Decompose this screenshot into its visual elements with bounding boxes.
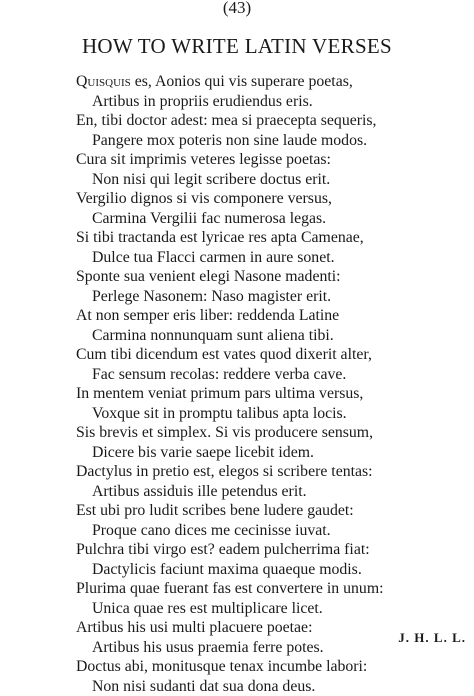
poem-line: Si tibi tractanda est lyricae res apta Camenae, <box>76 228 466 248</box>
poem-line-text: es, Aonios qui vis superare poetas, <box>131 73 353 90</box>
page-number: (43) <box>0 0 474 18</box>
poem-line: Pulchra tibi virgo est? eadem pulcherrima fiat: <box>76 540 466 560</box>
poem-line: Fac sensum recolas: reddere verba cave. <box>76 365 466 385</box>
poem-line: Non nisi sudanti dat sua dona deus. <box>76 677 466 696</box>
poem-line <box>76 72 466 92</box>
poem-line: Artibus assiduis ille petendus erit. <box>76 482 466 502</box>
poem-line: Voxque sit in promptu talibus apta locis. <box>76 404 466 424</box>
poem-line: At non semper eris liber: reddenda Latine <box>76 306 466 326</box>
poem-body <box>76 72 466 696</box>
poem-line: Vergilio dignos si vis componere versus, <box>76 189 466 209</box>
poem-line: Plurima quae fuerant fas est convertere in unum: <box>76 579 466 599</box>
poem-line: Pangere mox poteris non sine laude modos. <box>76 131 466 151</box>
poem-line: Non nisi qui legit scribere doctus erit. <box>76 170 466 190</box>
author-signature: J. H. L. L. <box>398 630 466 646</box>
poem-line: Dactylus in pretio est, elegos si scribere tentas: <box>76 462 466 482</box>
poem-line: Perlege Nasonem: Naso magister erit. <box>76 287 466 307</box>
page-title: HOW TO WRITE LATIN VERSES <box>0 33 474 59</box>
poem-line: Dicere bis varie saepe licebit idem. <box>76 443 466 463</box>
poem-line: Artibus his usus praemia ferre potes. <box>76 638 466 658</box>
poem-line: Carmina nonnunquam sunt aliena tibi. <box>76 326 466 346</box>
poem-line: Artibus in propriis erudiendus eris. <box>76 92 466 112</box>
poem-line: En, tibi doctor adest: mea si praecepta sequeris, <box>76 111 466 131</box>
poem-line: Est ubi pro ludit scribes bene ludere gaudet: <box>76 501 466 521</box>
poem-line: In mentem veniat primum pars ultima versus, <box>76 384 466 404</box>
poem-line: Sis brevis et simplex. Si vis producere sensum, <box>76 423 466 443</box>
poem-line: Sponte sua venient elegi Nasone madenti: <box>76 267 466 287</box>
poem-line: Artibus his usi multi placuere poetae: <box>76 618 466 638</box>
poem-line: Proque cano dices me cecinisse iuvat. <box>76 521 466 541</box>
poem-first-word: Quisquis <box>76 73 131 90</box>
poem-line: Unica quae res est multiplicare licet. <box>76 599 466 619</box>
poem-line: Doctus abi, monitusque tenax incumbe labori: <box>76 657 466 677</box>
poem-line: Cura sit imprimis veteres legisse poetas: <box>76 150 466 170</box>
poem-line: Carmina Vergilii fac numerosa legas. <box>76 209 466 229</box>
poem-line: Cum tibi dicendum est vates quod dixerit alter, <box>76 345 466 365</box>
poem-line: Dactylicis faciunt maxima quaeque modis. <box>76 560 466 580</box>
poem-line: Dulce tua Flacci carmen in aure sonet. <box>76 248 466 268</box>
